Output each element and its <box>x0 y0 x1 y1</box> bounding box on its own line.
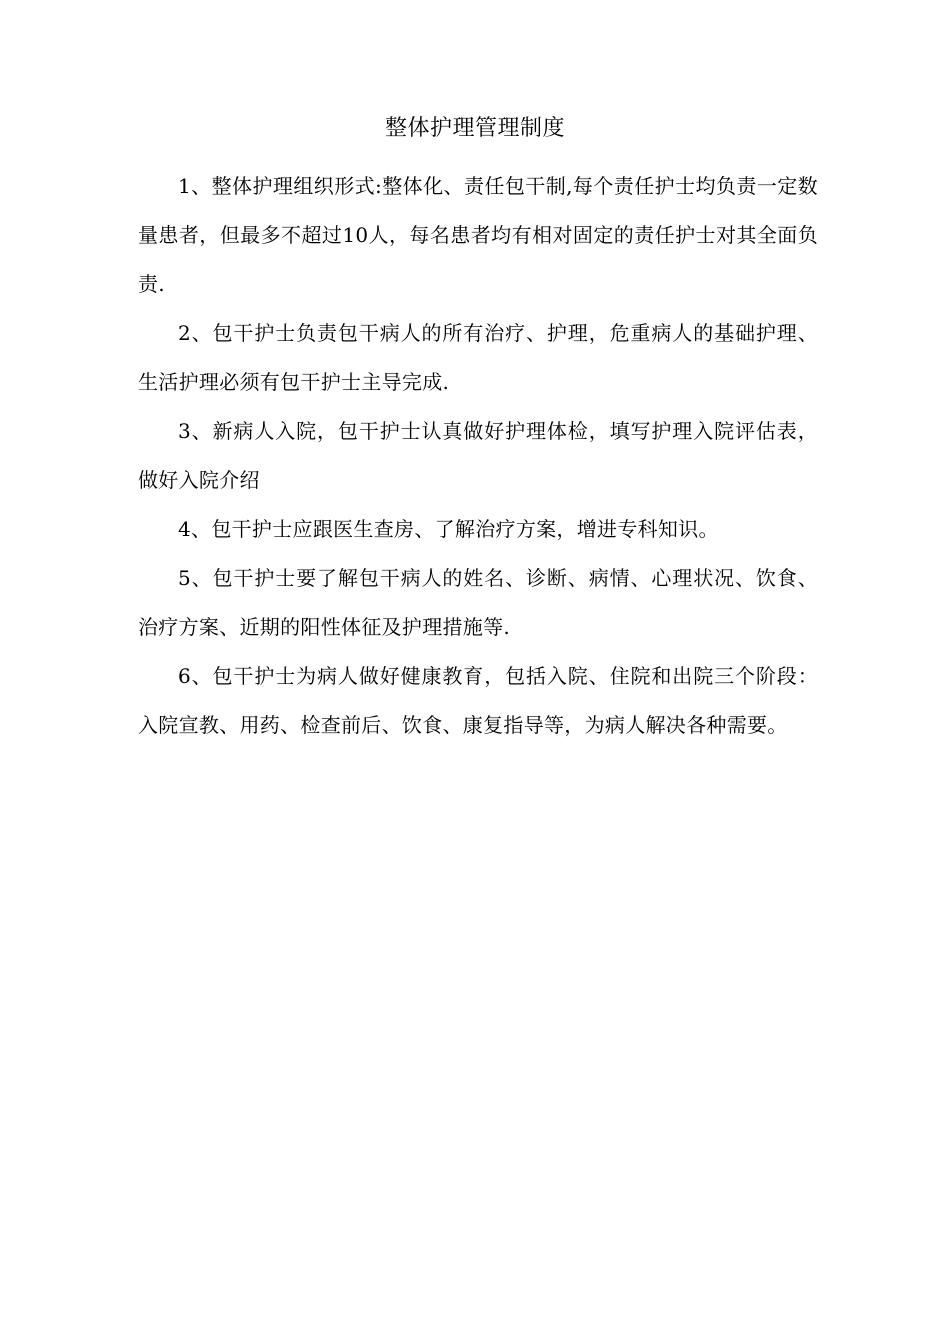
paragraph-6: 6、包干护士为病人做好健康教育，包括入院、住院和出院三个阶段：入院宣教、用药、检查前后、饮食、康复指导等，为病人解决各种需要。 <box>138 664 818 737</box>
paragraph-4: 4、包干护士应跟医生查房、了解治疗方案，增进专科知识。 <box>178 517 719 541</box>
paragraph-2: 2、包干护士负责包干病人的所有治疗、护理，危重病人的基础护理、生活护理必须有包干护士主导完成. <box>138 321 818 394</box>
document-body <box>138 162 818 750</box>
document-title: 整体护理管理制度 <box>384 116 565 141</box>
paragraph-1: 1、整体护理组织形式:整体化、责任包干制,每个责任护士均负责一定数量患者，但最多不超过10人，每名患者均有相对固定的责任护士对其全面负责. <box>138 174 818 296</box>
paragraph-5: 5、包干护士要了解包干病人的姓名、诊断、病情、心理状况、饮食、治疗方案、近期的阳性体征及护理措施等. <box>138 566 818 639</box>
paragraph-3: 3、新病人入院，包干护士认真做好护理体检，填写护理入院评估表，做好入院介绍 <box>138 419 818 492</box>
